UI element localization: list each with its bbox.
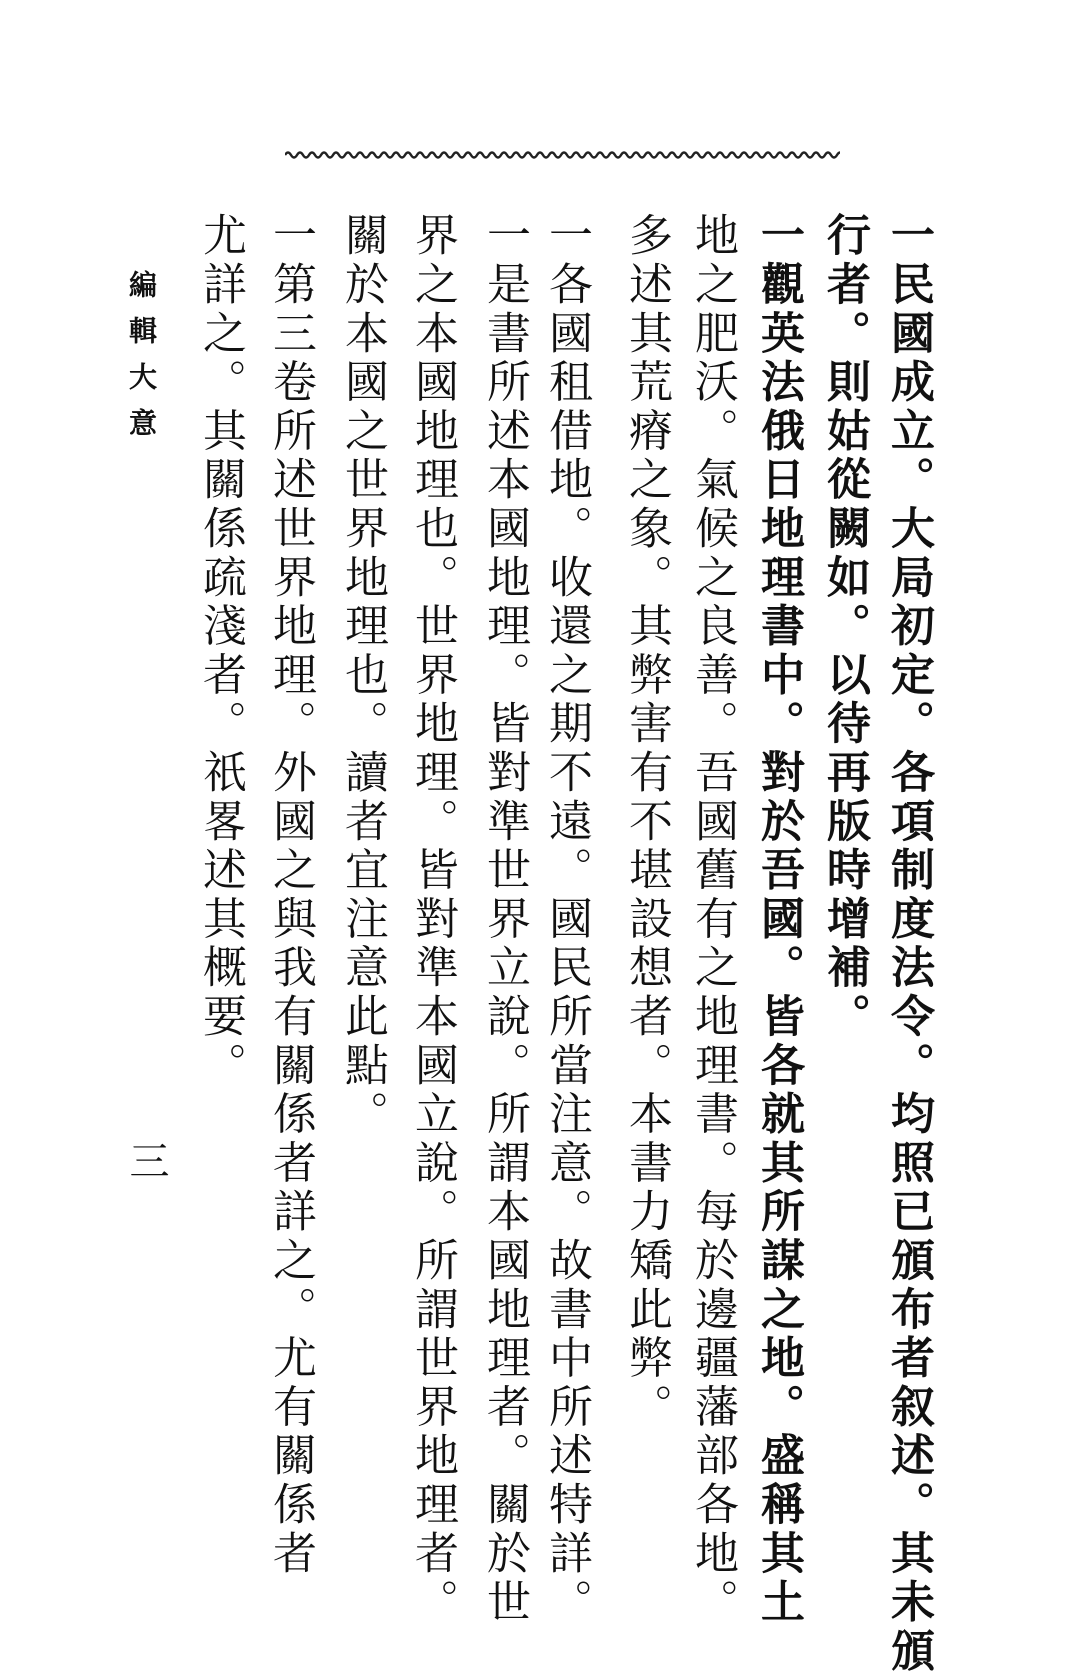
text-column-2: 行者。則姑從闕如。以待再版時增補。	[819, 212, 870, 1042]
text-column-4: 地之肥沃。氣候之良善。吾國舊有之地理書。每於邊疆藩部各地。	[687, 212, 738, 1628]
text-column-6: 一各國租借地。收還之期不遠。國民所當注意。故書中所述特詳。	[541, 212, 592, 1628]
page-number: 三	[123, 1140, 169, 1180]
text-column-9: 關於本國之世界地理也。讀者宜注意此點。	[337, 212, 388, 1140]
text-column-5: 多述其荒瘠之象。其弊害有不堪設想者。本書力矯此弊。	[621, 212, 672, 1432]
text-column-7: 一是書所述本國地理。皆對準世界立說。所謂本國地理者。關於世	[479, 212, 530, 1628]
text-column-1: 一民國成立。大局初定。各項制度法令。均照已頒布者叙述。其未頒	[883, 212, 934, 1676]
text-column-11: 尤詳之。其關係疏淺者。祇畧述其概要。	[195, 212, 246, 1091]
text-column-3: 一觀英法俄日地理書中。對於吾國。皆各就其所謀之地。盛稱其土	[753, 212, 804, 1628]
text-column-10: 一第三卷所述世界地理。外國之與我有關係者詳之。尤有關係者	[265, 212, 316, 1579]
wavy-rule-ornament	[285, 148, 840, 162]
running-head: 編輯大意	[125, 270, 158, 454]
text-column-8: 界之本國地理也。世界地理。皆對準本國立說。所謂世界地理者。	[407, 212, 458, 1628]
